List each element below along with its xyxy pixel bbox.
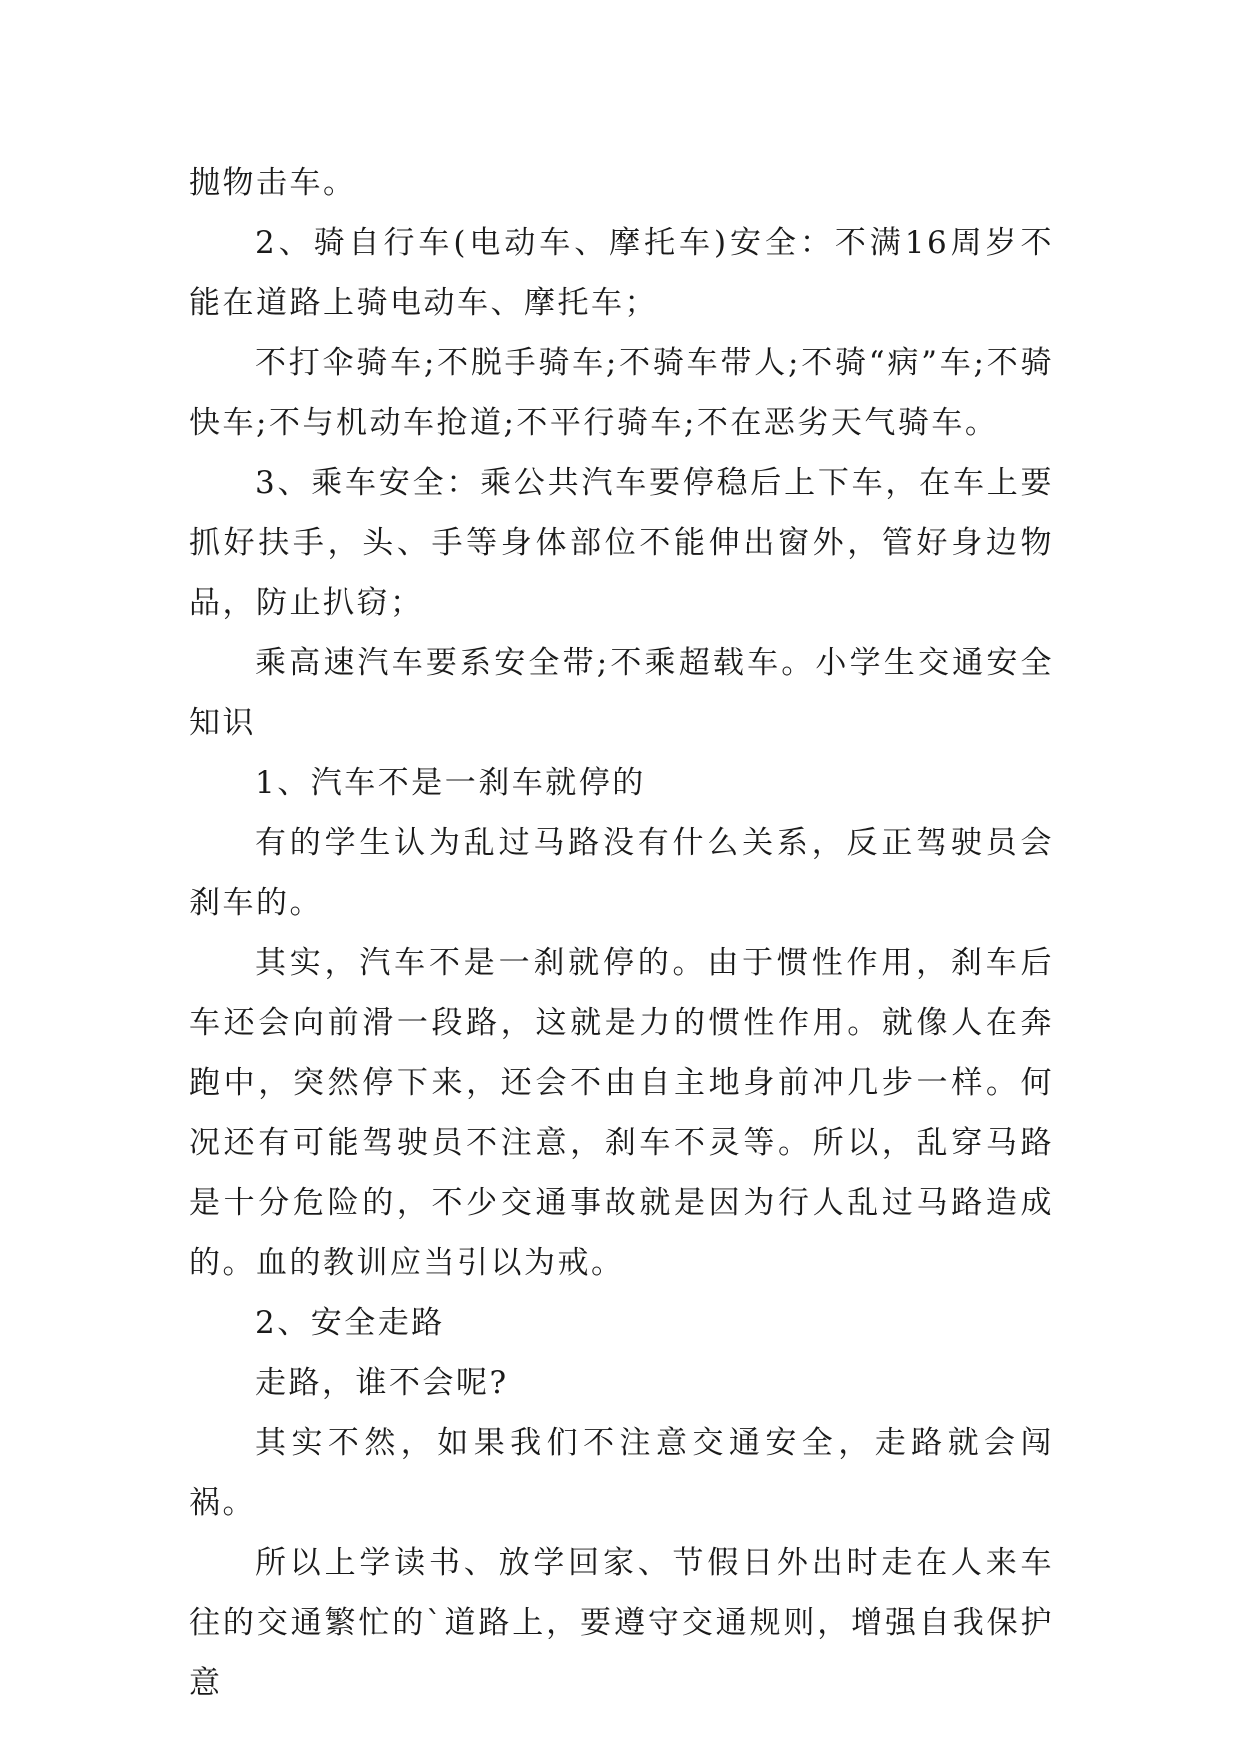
section-heading: 2、安全走路 [255,1305,445,1341]
paragraph: 抛物击车。 [189,165,357,201]
paragraph: 2、骑自行车(电动车、摩托车)安全：不满16周岁不能在道路上骑电动车、摩托车； [189,225,1054,321]
paragraph: 其实不然，如果我们不注意交通安全，走路就会闯祸。 [189,1425,1054,1521]
paragraph: 走路，谁不会呢? [255,1365,509,1401]
paragraph: 所以上学读书、放学回家、节假日外出时走在人来车往的交通繁忙的`道路上，要遵守交通规则，增强自我保护意 [189,1545,1054,1701]
paragraph: 3、乘车安全：乘公共汽车要停稳后上下车，在车上要抓好扶手，头、手等身体部位不能伸出窗外，管好身边物品，防止扒窃； [189,465,1054,621]
document-body [189,153,1054,1713]
section-heading: 1、汽车不是一刹车就停的 [255,765,646,801]
paragraph: 其实，汽车不是一刹就停的。由于惯性作用，刹车后车还会向前滑一段路，这就是力的惯性作用。就像人在奔跑中，突然停下来，还会不由自主地身前冲几步一样。何况还有可能驾驶员不注意，刹车不灵等。所以，乱穿马路是十分危险的，不少交通事故就是因为行人乱过马路造成的。血的教训应当引以为戒。 [189,945,1054,1281]
paragraph: 不打伞骑车;不脱手骑车;不骑车带人;不骑“病”车;不骑快车;不与机动车抢道;不平行骑车;不在恶劣天气骑车。 [189,345,1054,441]
paragraph: 乘高速汽车要系安全带;不乘超载车。小学生交通安全知识 [189,645,1054,741]
paragraph: 有的学生认为乱过马路没有什么关系，反正驾驶员会刹车的。 [189,825,1054,921]
